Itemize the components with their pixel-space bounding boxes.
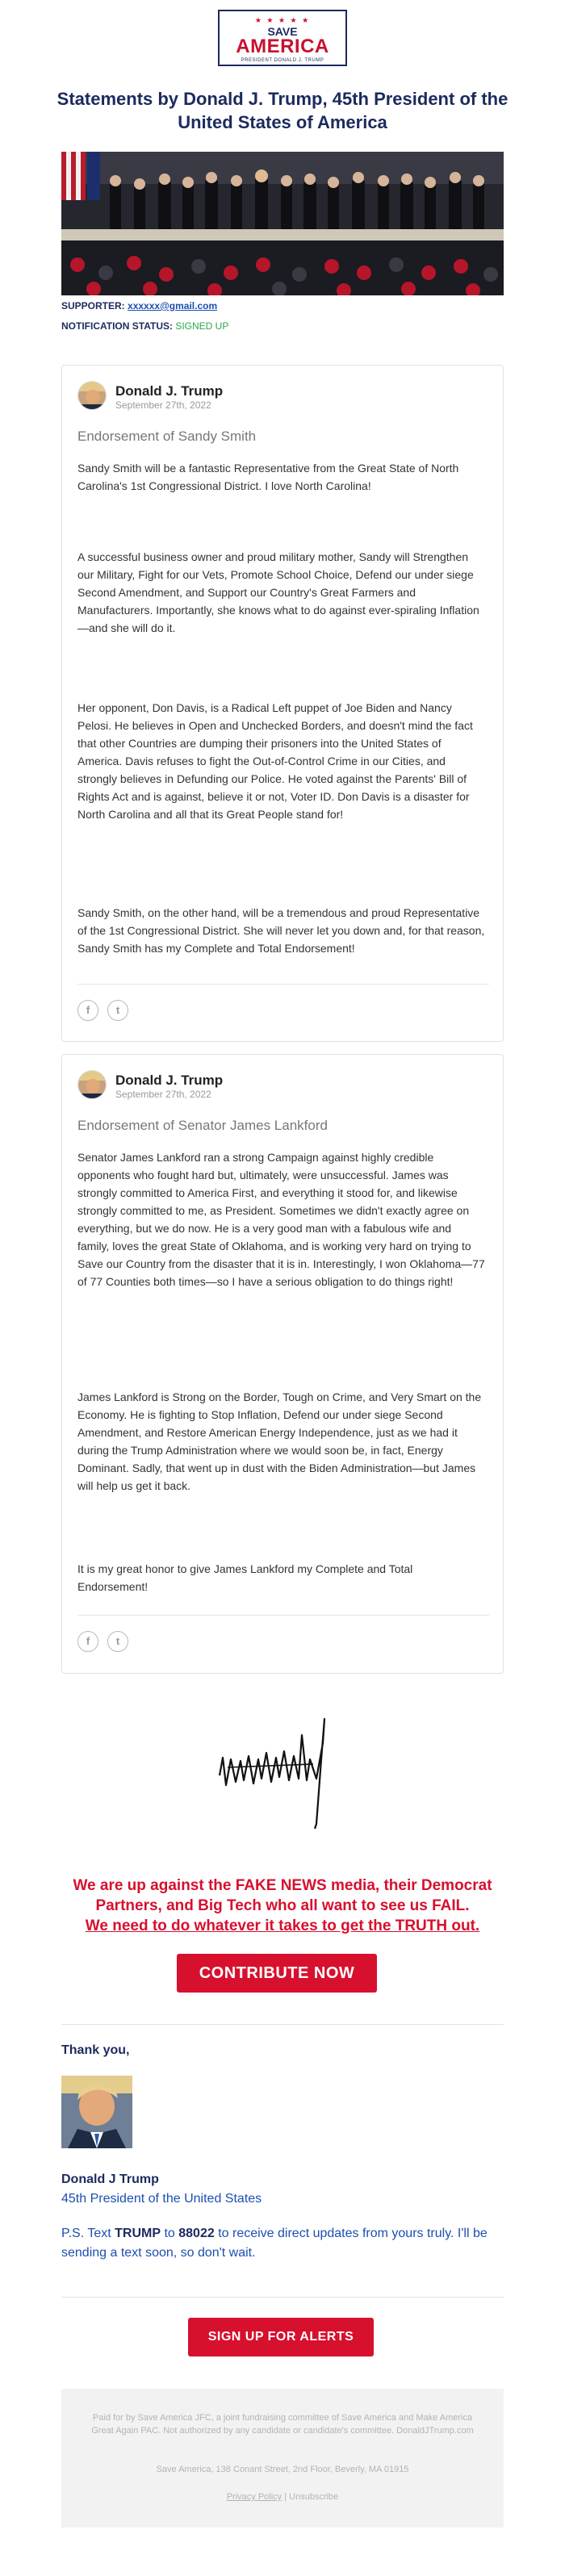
ps-keyword: TRUMP [115,2227,161,2240]
post-divider [77,1615,489,1616]
twitter-icon[interactable]: t [107,1000,128,1021]
signoff-name: Donald J Trump [61,2172,159,2186]
post-author: Donald J. Trump [115,1073,224,1088]
logo-save: SAVE [267,25,298,38]
supporter-label: SUPPORTER: [61,300,125,312]
post-title: Endorsement of Senator James Lankford [77,1118,328,1133]
contribute-now-button[interactable]: CONTRIBUTE NOW [177,1954,377,1993]
supporter-email-link[interactable]: xxxxxx@gmail.com [128,300,218,312]
facebook-icon[interactable]: f [77,1631,98,1652]
author-avatar [77,381,107,410]
trump-portrait [61,2076,132,2148]
page-title: Statements by Donald J. Trump, 45th President of the United States of America [56,89,508,132]
logo-tagline: PRESIDENT DONALD J. TRUMP [241,58,324,63]
post-paragraph: A successful business owner and proud military mother, Sandy will Strengthen our Military, Fight for our Vets, Promote School Choice, Defend our under siege Second Amendment, and Support our Country's Great Farmers and Manufacturers. Importantly, she knows what to do against ever-spiraling Inflation—and she will do it. [77,550,479,634]
privacy-policy-link[interactable]: Privacy Policy [226,2492,282,2502]
post-paragraph: Senator James Lankford ran a strong Campaign against highly credible opponents who fought hard but, ultimately, were unsuccessful. James was strongly committed to America First, and everything it stood for, and likewise strongly committed to me, as President. Sometimes we didn't exactly agree on everything, but we do now. He is a very good man with a fabulous wife and family, loves the great State of Oklahoma, and is working very hard on trying to Save our Country from the disaster that it is in. Interestingly, I won Oklahoma—77 of 77 Counties both times—so I have a serious obligation to do things right! [77,1151,485,1288]
footer-separator: | [284,2492,287,2502]
notification-status-value: SIGNED UP [175,320,229,332]
ps-text [61,2224,504,2263]
footer-address: Save America, 138 Conant Street, 2nd Floor, Beverly, MA 01915 [156,2465,409,2474]
post-paragraph: James Lankford is Strong on the Border, Tough on Crime, and Very Smart on the Economy. He is fighting to Stop Inflation, Defend our under siege Second Amendment, and Restore American Energy Independence, just as we had it during the Trump Administration where we would soon be, in fact, Energy Dominant. Sadly, that went up in dust with the Biden Administration—but James will help us get it back. [77,1390,482,1492]
logo-america: AMERICA [236,36,329,57]
signature-image [211,1711,349,1832]
signoff-title: 45th President of the United States [61,2192,262,2206]
fundraising-alert [53,1876,512,1936]
ps-shortcode: 88022 [178,2227,215,2240]
section-divider [61,2297,504,2298]
logo-stars: ★ ★ ★ ★ ★ [254,16,311,24]
twitter-icon[interactable]: t [107,1631,128,1652]
notification-status-label: NOTIFICATION STATUS: [61,320,173,332]
ps-suffix: to receive direct updates from yours truly. I'll be sending a text soon, so don't wait. [61,2227,488,2260]
facebook-icon[interactable]: f [77,1000,98,1021]
author-avatar [77,1070,107,1099]
alert-text: We are up against the FAKE NEWS media, their Democrat Partners, and Big Tech who all want to see us FAIL. [73,1877,492,1914]
alert-underlined-text: We need to do whatever it takes to get the TRUTH out. [85,1917,480,1934]
post-card [61,365,504,1042]
post-divider [77,984,489,985]
ps-prefix: P.S. Text [61,2227,115,2240]
unsubscribe-link[interactable]: Unsubscribe [289,2492,339,2502]
post-date: September 27th, 2022 [115,399,211,411]
save-america-logo[interactable] [218,10,347,66]
supporter-row [61,300,217,312]
post-paragraph: Sandy Smith, on the other hand, will be a tremendous and proud Representative of the 1st Congressional District. She will never let you down and, for that reason, Sandy Smith has my Complete and Total Endorsement! [77,906,485,955]
post-paragraph: Her opponent, Don Davis, is a Radical Left puppet of Joe Biden and Nancy Pelosi. He believes in Open and Unchecked Borders, and doesn't mind the fact that other Countries are dumping their prisoners into the United States of America. Davis refuses to fight the Out-of-Control Crime in our Cities, and strongly believes in Defunding our Police. He voted against the Parents' Bill of Rights Act and is against, believe it or not, Voter ID. Don Davis is a disaster for North Carolina and all that its Great People stand for! [77,701,473,821]
email-footer [61,2389,504,2528]
post-paragraph: It is my great honor to give James Lankford my Complete and Total Endorsement! [77,1562,413,1593]
post-date: September 27th, 2022 [115,1089,211,1100]
footer-links [86,2490,479,2503]
post-author: Donald J. Trump [115,383,224,399]
post-paragraph: Sandy Smith will be a fantastic Representative from the Great State of North Carolina's 1st Congressional District. I love North Carolina! [77,462,459,492]
post-card [61,1054,504,1674]
sign-up-for-alerts-button[interactable]: SIGN UP FOR ALERTS [188,2318,374,2356]
notification-status-row [61,320,228,332]
post-title: Endorsement of Sandy Smith [77,429,257,444]
section-divider [61,2024,504,2025]
rally-photo [61,152,504,295]
footer-disclaimer: Paid for by Save America JFC, a joint fundraising committee of Save America and Make America Great Again PAC. Not authorized by any candidate or candidate's committee. DonaldJTrump.com [91,2413,474,2436]
thank-you-text: Thank you, [61,2043,130,2057]
ps-mid: to [161,2227,179,2240]
